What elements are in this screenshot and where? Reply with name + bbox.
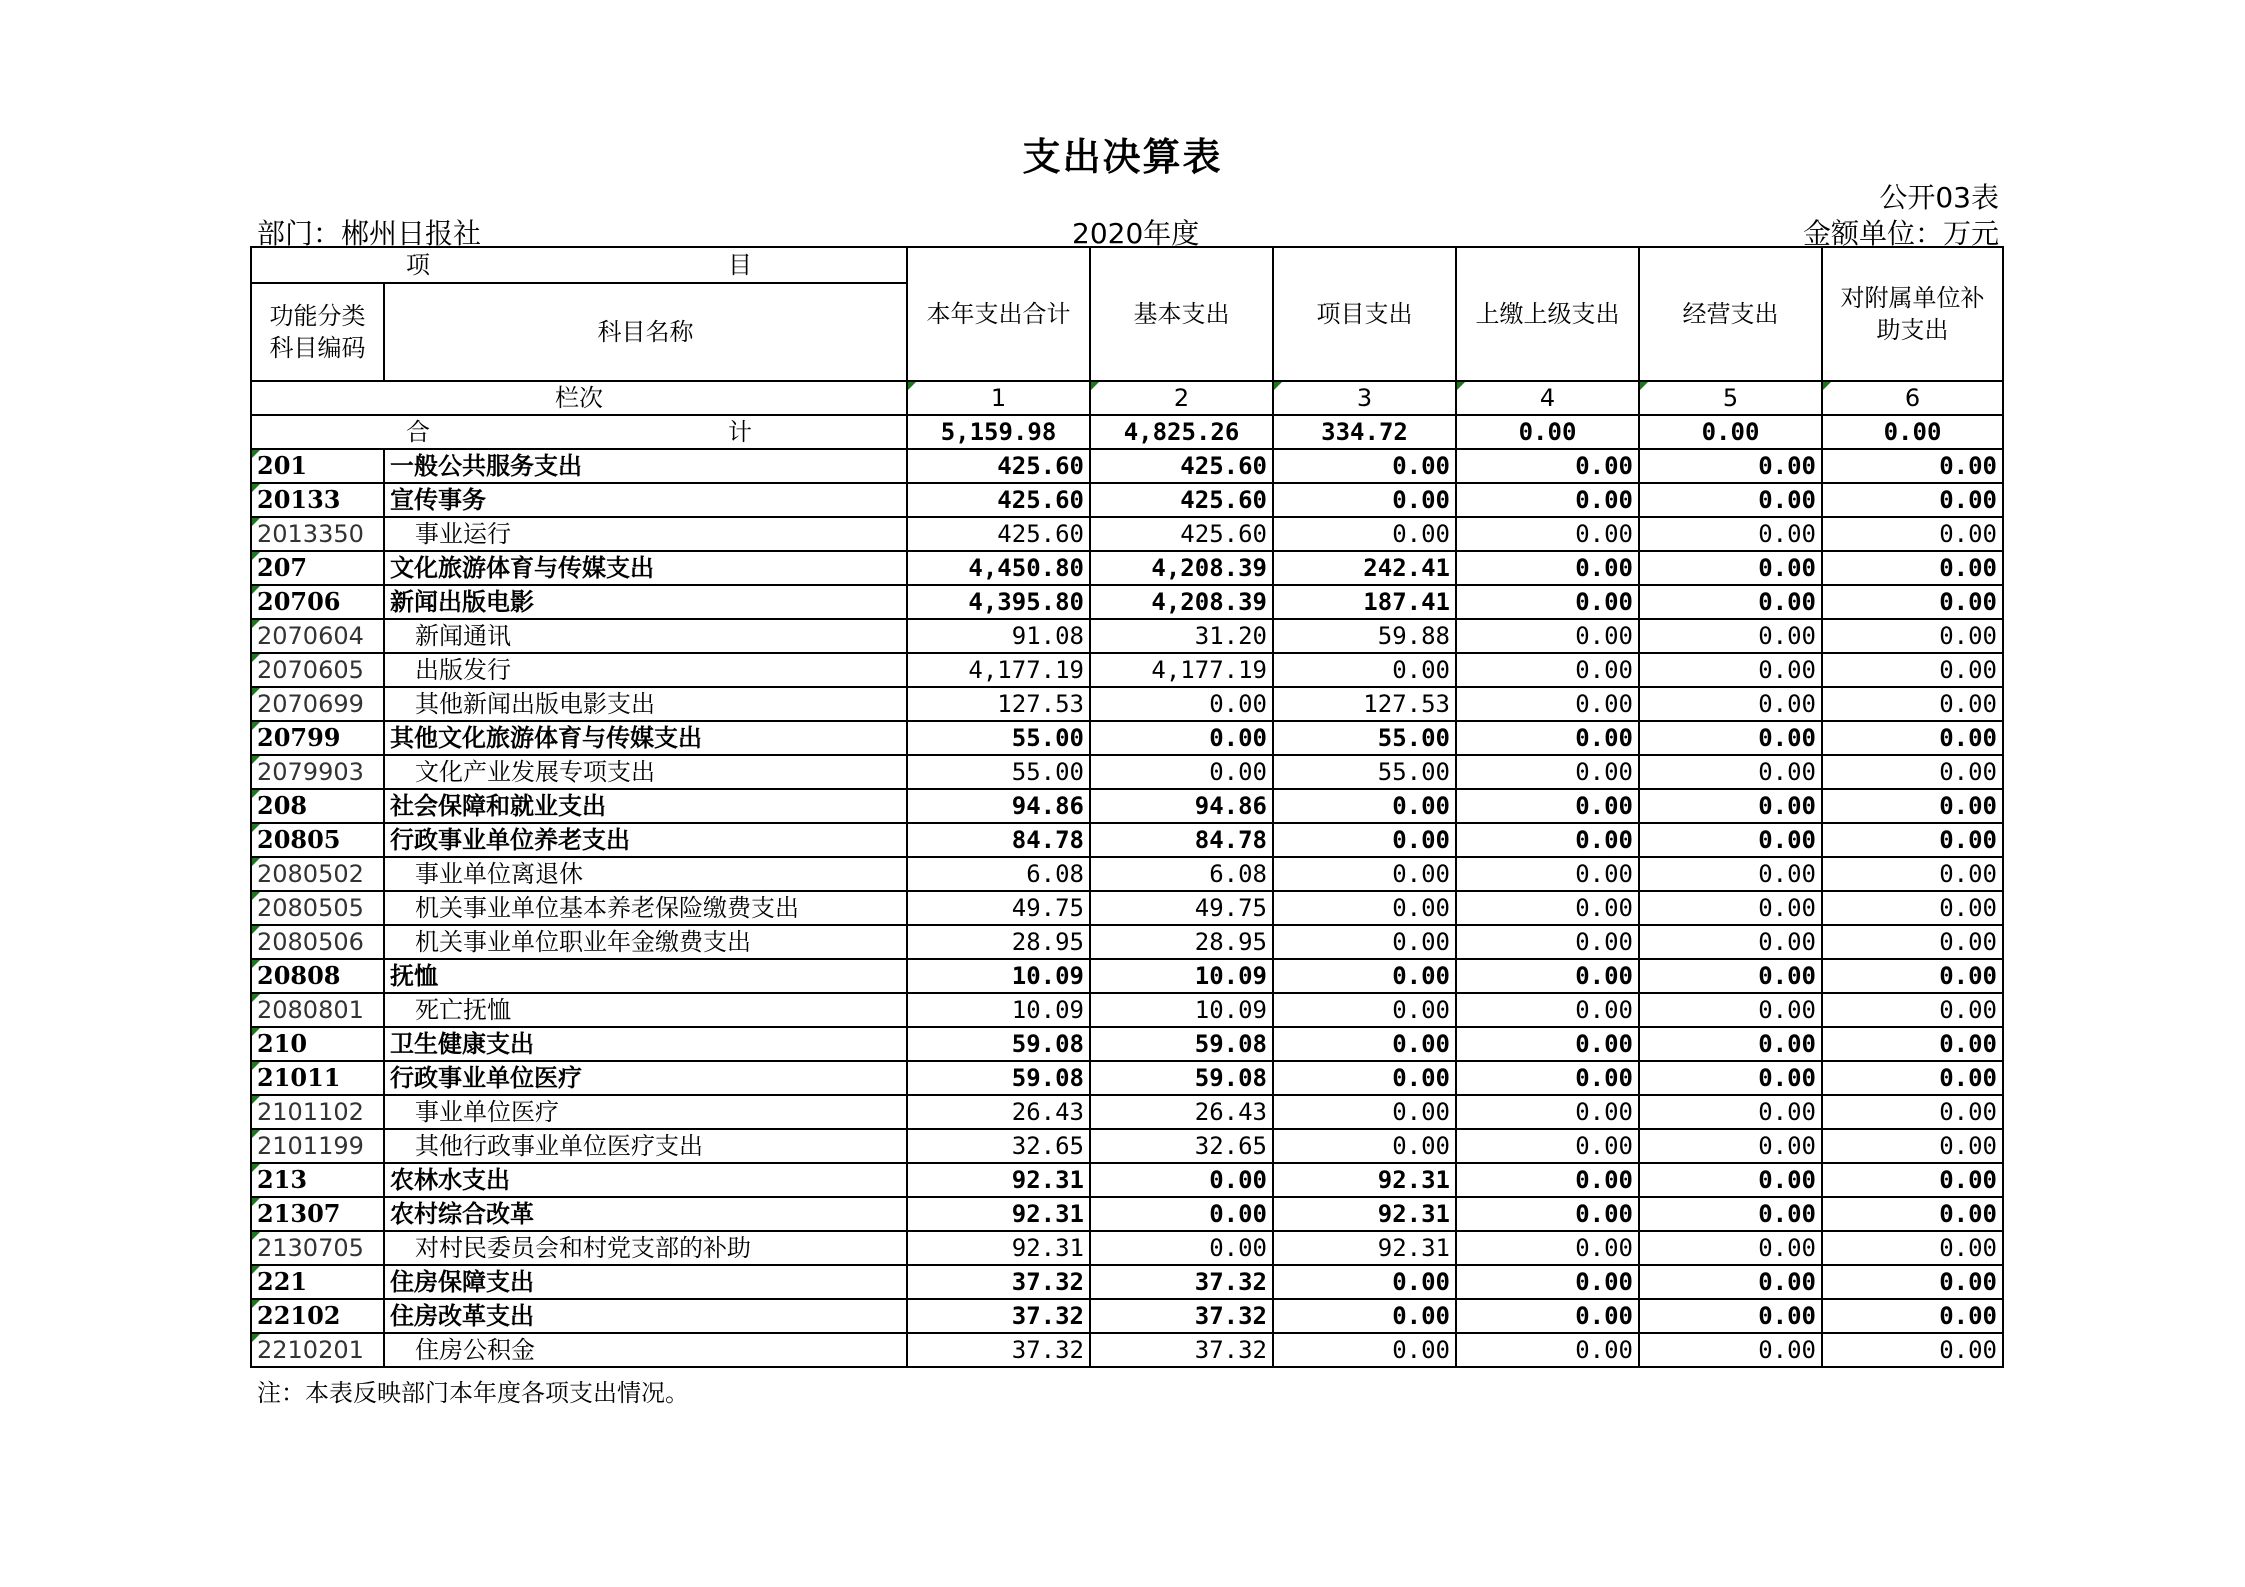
amount-total: 4,450.80 xyxy=(907,551,1090,585)
amount-remit: 0.00 xyxy=(1456,551,1639,585)
amount-total: 425.60 xyxy=(907,517,1090,551)
subject-code: 20706 xyxy=(251,585,384,619)
amount-basic: 59.08 xyxy=(1090,1027,1273,1061)
subject-code: 2079903 xyxy=(251,755,384,789)
table-row xyxy=(251,1197,2003,1231)
amount-operating: 0.00 xyxy=(1639,891,1822,925)
amount-remit: 0.00 xyxy=(1456,1333,1639,1367)
amount-operating: 0.00 xyxy=(1639,1265,1822,1299)
amount-subsidy: 0.00 xyxy=(1822,1129,2003,1163)
amount-operating: 0.00 xyxy=(1639,687,1822,721)
subject-code: 213 xyxy=(251,1163,384,1197)
amount-subsidy: 0.00 xyxy=(1822,823,2003,857)
total-label-b: 计 xyxy=(728,418,752,446)
subject-name: 卫生健康支出 xyxy=(384,1027,907,1061)
amount-remit: 0.00 xyxy=(1456,1265,1639,1299)
amount-operating: 0.00 xyxy=(1639,721,1822,755)
subject-code: 21307 xyxy=(251,1197,384,1231)
subject-code: 2070699 xyxy=(251,687,384,721)
amount-project: 187.41 xyxy=(1273,585,1456,619)
subject-name: 行政事业单位养老支出 xyxy=(384,823,907,857)
subject-code: 20133 xyxy=(251,483,384,517)
amount-operating: 0.00 xyxy=(1639,483,1822,517)
amount-remit: 0.00 xyxy=(1456,925,1639,959)
table-row xyxy=(251,1027,2003,1061)
subject-code: 2080801 xyxy=(251,993,384,1027)
col-number: 2 xyxy=(1090,381,1273,415)
amount-basic: 0.00 xyxy=(1090,687,1273,721)
amount-subsidy: 0.00 xyxy=(1822,653,2003,687)
amount-total: 4,177.19 xyxy=(907,653,1090,687)
table-row xyxy=(251,1061,2003,1095)
subject-name: 其他行政事业单位医疗支出 xyxy=(384,1129,907,1163)
amount-project: 92.31 xyxy=(1273,1231,1456,1265)
amount-subsidy: 0.00 xyxy=(1822,1299,2003,1333)
amount-operating: 0.00 xyxy=(1639,1231,1822,1265)
table-row xyxy=(251,1095,2003,1129)
amount-subsidy: 0.00 xyxy=(1822,993,2003,1027)
amount-project: 0.00 xyxy=(1273,993,1456,1027)
amount-basic: 59.08 xyxy=(1090,1061,1273,1095)
header-col-remit: 上缴上级支出 xyxy=(1456,247,1639,381)
total-value: 334.72 xyxy=(1273,415,1456,449)
subject-name: 事业运行 xyxy=(384,517,907,551)
amount-total: 4,395.80 xyxy=(907,585,1090,619)
amount-project: 0.00 xyxy=(1273,891,1456,925)
header-col-basic: 基本支出 xyxy=(1090,247,1273,381)
amount-basic: 10.09 xyxy=(1090,959,1273,993)
subject-name: 行政事业单位医疗 xyxy=(384,1061,907,1095)
amount-total: 94.86 xyxy=(907,789,1090,823)
amount-total: 37.32 xyxy=(907,1299,1090,1333)
amount-basic: 4,208.39 xyxy=(1090,551,1273,585)
subject-code: 201 xyxy=(251,449,384,483)
page-title: 支出决算表 xyxy=(1022,134,1223,179)
subject-name: 住房公积金 xyxy=(384,1333,907,1367)
amount-total: 425.60 xyxy=(907,483,1090,517)
amount-subsidy: 0.00 xyxy=(1822,1333,2003,1367)
amount-subsidy: 0.00 xyxy=(1822,1027,2003,1061)
amount-remit: 0.00 xyxy=(1456,1095,1639,1129)
amount-total: 91.08 xyxy=(907,619,1090,653)
amount-remit: 0.00 xyxy=(1456,517,1639,551)
amount-total: 59.08 xyxy=(907,1061,1090,1095)
subject-name: 事业单位医疗 xyxy=(384,1095,907,1129)
amount-subsidy: 0.00 xyxy=(1822,1061,2003,1095)
amount-operating: 0.00 xyxy=(1639,823,1822,857)
table-row xyxy=(251,483,2003,517)
table-row xyxy=(251,925,2003,959)
amount-basic: 28.95 xyxy=(1090,925,1273,959)
amount-project: 0.00 xyxy=(1273,1299,1456,1333)
amount-total: 37.32 xyxy=(907,1265,1090,1299)
subject-code: 20805 xyxy=(251,823,384,857)
amount-basic: 0.00 xyxy=(1090,721,1273,755)
footnote: 注：本表反映部门本年度各项支出情况。 xyxy=(257,1379,689,1407)
subject-code: 208 xyxy=(251,789,384,823)
col-number: 4 xyxy=(1456,381,1639,415)
header-item xyxy=(251,247,907,283)
subject-code: 20799 xyxy=(251,721,384,755)
amount-basic: 49.75 xyxy=(1090,891,1273,925)
amount-project: 92.31 xyxy=(1273,1163,1456,1197)
amount-project: 55.00 xyxy=(1273,755,1456,789)
amount-total: 92.31 xyxy=(907,1231,1090,1265)
subject-name: 抚恤 xyxy=(384,959,907,993)
subject-code: 2101102 xyxy=(251,1095,384,1129)
total-value: 0.00 xyxy=(1639,415,1822,449)
subject-code: 2080506 xyxy=(251,925,384,959)
amount-total: 37.32 xyxy=(907,1333,1090,1367)
amount-project: 55.00 xyxy=(1273,721,1456,755)
subject-code: 210 xyxy=(251,1027,384,1061)
subject-code: 2080505 xyxy=(251,891,384,925)
col-number: 3 xyxy=(1273,381,1456,415)
amount-basic: 0.00 xyxy=(1090,755,1273,789)
table-row xyxy=(251,517,2003,551)
amount-operating: 0.00 xyxy=(1639,925,1822,959)
amount-basic: 425.60 xyxy=(1090,517,1273,551)
fiscal-year: 2020年度 xyxy=(1072,217,1200,250)
table-row xyxy=(251,653,2003,687)
amount-remit: 0.00 xyxy=(1456,1061,1639,1095)
amount-total: 10.09 xyxy=(907,959,1090,993)
amount-operating: 0.00 xyxy=(1639,1129,1822,1163)
subject-name: 一般公共服务支出 xyxy=(384,449,907,483)
amount-operating: 0.00 xyxy=(1639,755,1822,789)
amount-total: 32.65 xyxy=(907,1129,1090,1163)
header-row-index: 栏次 xyxy=(251,381,907,415)
amount-remit: 0.00 xyxy=(1456,483,1639,517)
amount-basic: 0.00 xyxy=(1090,1231,1273,1265)
amount-subsidy: 0.00 xyxy=(1822,1265,2003,1299)
amount-basic: 425.60 xyxy=(1090,449,1273,483)
amount-total: 10.09 xyxy=(907,993,1090,1027)
amount-operating: 0.00 xyxy=(1639,1163,1822,1197)
table-row xyxy=(251,857,2003,891)
subject-code: 22102 xyxy=(251,1299,384,1333)
amount-operating: 0.00 xyxy=(1639,1299,1822,1333)
total-label-a: 合 xyxy=(406,418,430,446)
amount-basic: 26.43 xyxy=(1090,1095,1273,1129)
amount-project: 0.00 xyxy=(1273,517,1456,551)
header-col-project: 项目支出 xyxy=(1273,247,1456,381)
subject-name: 文化旅游体育与传媒支出 xyxy=(384,551,907,585)
amount-total: 28.95 xyxy=(907,925,1090,959)
amount-remit: 0.00 xyxy=(1456,1299,1639,1333)
table-row xyxy=(251,585,2003,619)
subject-code: 2210201 xyxy=(251,1333,384,1367)
subject-name: 出版发行 xyxy=(384,653,907,687)
amount-basic: 31.20 xyxy=(1090,619,1273,653)
amount-project: 0.00 xyxy=(1273,959,1456,993)
amount-operating: 0.00 xyxy=(1639,789,1822,823)
amount-project: 92.31 xyxy=(1273,1197,1456,1231)
amount-remit: 0.00 xyxy=(1456,891,1639,925)
subject-name: 对村民委员会和村党支部的补助 xyxy=(384,1231,907,1265)
amount-subsidy: 0.00 xyxy=(1822,483,2003,517)
amount-project: 0.00 xyxy=(1273,449,1456,483)
table-row xyxy=(251,619,2003,653)
col-number: 5 xyxy=(1639,381,1822,415)
amount-subsidy: 0.00 xyxy=(1822,857,2003,891)
amount-remit: 0.00 xyxy=(1456,585,1639,619)
amount-project: 0.00 xyxy=(1273,1027,1456,1061)
amount-remit: 0.00 xyxy=(1456,789,1639,823)
amount-subsidy: 0.00 xyxy=(1822,1231,2003,1265)
amount-project: 59.88 xyxy=(1273,619,1456,653)
amount-project: 0.00 xyxy=(1273,789,1456,823)
amount-unit: 金额单位：万元 xyxy=(1802,217,1999,250)
amount-operating: 0.00 xyxy=(1639,1061,1822,1095)
table-row xyxy=(251,1299,2003,1333)
amount-project: 0.00 xyxy=(1273,1095,1456,1129)
amount-basic: 6.08 xyxy=(1090,857,1273,891)
amount-basic: 0.00 xyxy=(1090,1197,1273,1231)
subject-name: 其他新闻出版电影支出 xyxy=(384,687,907,721)
amount-subsidy: 0.00 xyxy=(1822,619,2003,653)
amount-total: 6.08 xyxy=(907,857,1090,891)
col-number: 6 xyxy=(1822,381,2003,415)
subject-code: 221 xyxy=(251,1265,384,1299)
table-row xyxy=(251,823,2003,857)
subject-name: 其他文化旅游体育与传媒支出 xyxy=(384,721,907,755)
amount-operating: 0.00 xyxy=(1639,551,1822,585)
amount-basic: 10.09 xyxy=(1090,993,1273,1027)
amount-total: 425.60 xyxy=(907,449,1090,483)
header-code: 功能分类 科目编码 xyxy=(251,283,384,381)
amount-basic: 84.78 xyxy=(1090,823,1273,857)
header-col-subsidy: 对附属单位补 助支出 xyxy=(1822,247,2003,381)
header-item-a: 项 xyxy=(406,251,430,279)
amount-project: 0.00 xyxy=(1273,1333,1456,1367)
table-row xyxy=(251,721,2003,755)
subject-code: 2080502 xyxy=(251,857,384,891)
amount-subsidy: 0.00 xyxy=(1822,517,2003,551)
subject-code: 20808 xyxy=(251,959,384,993)
subject-name: 住房保障支出 xyxy=(384,1265,907,1299)
amount-operating: 0.00 xyxy=(1639,1095,1822,1129)
amount-operating: 0.00 xyxy=(1639,449,1822,483)
amount-subsidy: 0.00 xyxy=(1822,551,2003,585)
subject-name: 宣传事务 xyxy=(384,483,907,517)
table-row xyxy=(251,1333,2003,1367)
total-label xyxy=(251,415,907,449)
amount-remit: 0.00 xyxy=(1456,755,1639,789)
total-value: 0.00 xyxy=(1456,415,1639,449)
amount-operating: 0.00 xyxy=(1639,857,1822,891)
amount-total: 92.31 xyxy=(907,1197,1090,1231)
amount-total: 55.00 xyxy=(907,721,1090,755)
department-label: 部门：郴州日报社 xyxy=(257,217,482,250)
total-value: 4,825.26 xyxy=(1090,415,1273,449)
amount-subsidy: 0.00 xyxy=(1822,449,2003,483)
amount-remit: 0.00 xyxy=(1456,993,1639,1027)
table-row xyxy=(251,993,2003,1027)
amount-basic: 94.86 xyxy=(1090,789,1273,823)
col-number: 1 xyxy=(907,381,1090,415)
amount-total: 59.08 xyxy=(907,1027,1090,1061)
amount-remit: 0.00 xyxy=(1456,959,1639,993)
amount-remit: 0.00 xyxy=(1456,449,1639,483)
amount-project: 0.00 xyxy=(1273,1265,1456,1299)
amount-subsidy: 0.00 xyxy=(1822,585,2003,619)
table-row xyxy=(251,1163,2003,1197)
subject-name: 新闻出版电影 xyxy=(384,585,907,619)
table-row xyxy=(251,891,2003,925)
total-value: 5,159.98 xyxy=(907,415,1090,449)
amount-remit: 0.00 xyxy=(1456,823,1639,857)
table-row xyxy=(251,789,2003,823)
amount-subsidy: 0.00 xyxy=(1822,755,2003,789)
amount-project: 0.00 xyxy=(1273,653,1456,687)
amount-project: 127.53 xyxy=(1273,687,1456,721)
form-number: 公开03表 xyxy=(1879,181,1999,214)
amount-operating: 0.00 xyxy=(1639,1333,1822,1367)
table-row xyxy=(251,1265,2003,1299)
total-value: 0.00 xyxy=(1822,415,2003,449)
subject-code: 2070605 xyxy=(251,653,384,687)
amount-remit: 0.00 xyxy=(1456,653,1639,687)
amount-remit: 0.00 xyxy=(1456,1231,1639,1265)
header-item-b: 目 xyxy=(728,251,752,279)
amount-operating: 0.00 xyxy=(1639,1027,1822,1061)
amount-subsidy: 0.00 xyxy=(1822,721,2003,755)
subject-code: 2013350 xyxy=(251,517,384,551)
subject-name: 农村综合改革 xyxy=(384,1197,907,1231)
table-row xyxy=(251,551,2003,585)
amount-subsidy: 0.00 xyxy=(1822,1095,2003,1129)
amount-subsidy: 0.00 xyxy=(1822,1197,2003,1231)
table-row xyxy=(251,687,2003,721)
header-col-total: 本年支出合计 xyxy=(907,247,1090,381)
amount-project: 0.00 xyxy=(1273,823,1456,857)
amount-basic: 425.60 xyxy=(1090,483,1273,517)
subject-code: 2130705 xyxy=(251,1231,384,1265)
amount-remit: 0.00 xyxy=(1456,857,1639,891)
amount-subsidy: 0.00 xyxy=(1822,687,2003,721)
amount-operating: 0.00 xyxy=(1639,1197,1822,1231)
header-name: 科目名称 xyxy=(384,283,907,381)
amount-basic: 37.32 xyxy=(1090,1265,1273,1299)
table-body xyxy=(251,449,2003,1367)
amount-subsidy: 0.00 xyxy=(1822,1163,2003,1197)
subject-code: 2101199 xyxy=(251,1129,384,1163)
amount-basic: 4,177.19 xyxy=(1090,653,1273,687)
amount-project: 0.00 xyxy=(1273,925,1456,959)
expenditure-table xyxy=(250,246,2004,1368)
amount-total: 55.00 xyxy=(907,755,1090,789)
amount-basic: 0.00 xyxy=(1090,1163,1273,1197)
amount-operating: 0.00 xyxy=(1639,959,1822,993)
amount-remit: 0.00 xyxy=(1456,619,1639,653)
subject-name: 农林水支出 xyxy=(384,1163,907,1197)
header-col-operating: 经营支出 xyxy=(1639,247,1822,381)
amount-operating: 0.00 xyxy=(1639,585,1822,619)
amount-remit: 0.00 xyxy=(1456,1197,1639,1231)
table-row xyxy=(251,1129,2003,1163)
amount-total: 127.53 xyxy=(907,687,1090,721)
amount-basic: 37.32 xyxy=(1090,1333,1273,1367)
amount-total: 26.43 xyxy=(907,1095,1090,1129)
amount-project: 0.00 xyxy=(1273,1061,1456,1095)
amount-subsidy: 0.00 xyxy=(1822,925,2003,959)
subject-code: 207 xyxy=(251,551,384,585)
amount-project: 0.00 xyxy=(1273,1129,1456,1163)
amount-total: 92.31 xyxy=(907,1163,1090,1197)
amount-basic: 4,208.39 xyxy=(1090,585,1273,619)
amount-remit: 0.00 xyxy=(1456,1163,1639,1197)
amount-subsidy: 0.00 xyxy=(1822,959,2003,993)
subject-name: 机关事业单位基本养老保险缴费支出 xyxy=(384,891,907,925)
amount-project: 0.00 xyxy=(1273,483,1456,517)
subject-code: 21011 xyxy=(251,1061,384,1095)
amount-subsidy: 0.00 xyxy=(1822,789,2003,823)
amount-total: 49.75 xyxy=(907,891,1090,925)
table-row xyxy=(251,449,2003,483)
amount-remit: 0.00 xyxy=(1456,721,1639,755)
subject-code: 2070604 xyxy=(251,619,384,653)
amount-operating: 0.00 xyxy=(1639,619,1822,653)
amount-total: 84.78 xyxy=(907,823,1090,857)
amount-basic: 37.32 xyxy=(1090,1299,1273,1333)
subject-name: 机关事业单位职业年金缴费支出 xyxy=(384,925,907,959)
subject-name: 住房改革支出 xyxy=(384,1299,907,1333)
amount-operating: 0.00 xyxy=(1639,653,1822,687)
table-row xyxy=(251,959,2003,993)
table-row xyxy=(251,755,2003,789)
amount-remit: 0.00 xyxy=(1456,687,1639,721)
subject-name: 死亡抚恤 xyxy=(384,993,907,1027)
amount-project: 0.00 xyxy=(1273,857,1456,891)
amount-remit: 0.00 xyxy=(1456,1129,1639,1163)
amount-basic: 32.65 xyxy=(1090,1129,1273,1163)
amount-operating: 0.00 xyxy=(1639,517,1822,551)
amount-remit: 0.00 xyxy=(1456,1027,1639,1061)
subject-name: 新闻通讯 xyxy=(384,619,907,653)
amount-operating: 0.00 xyxy=(1639,993,1822,1027)
subject-name: 事业单位离退休 xyxy=(384,857,907,891)
subject-name: 文化产业发展专项支出 xyxy=(384,755,907,789)
amount-project: 242.41 xyxy=(1273,551,1456,585)
table-row xyxy=(251,1231,2003,1265)
subject-name: 社会保障和就业支出 xyxy=(384,789,907,823)
amount-subsidy: 0.00 xyxy=(1822,891,2003,925)
